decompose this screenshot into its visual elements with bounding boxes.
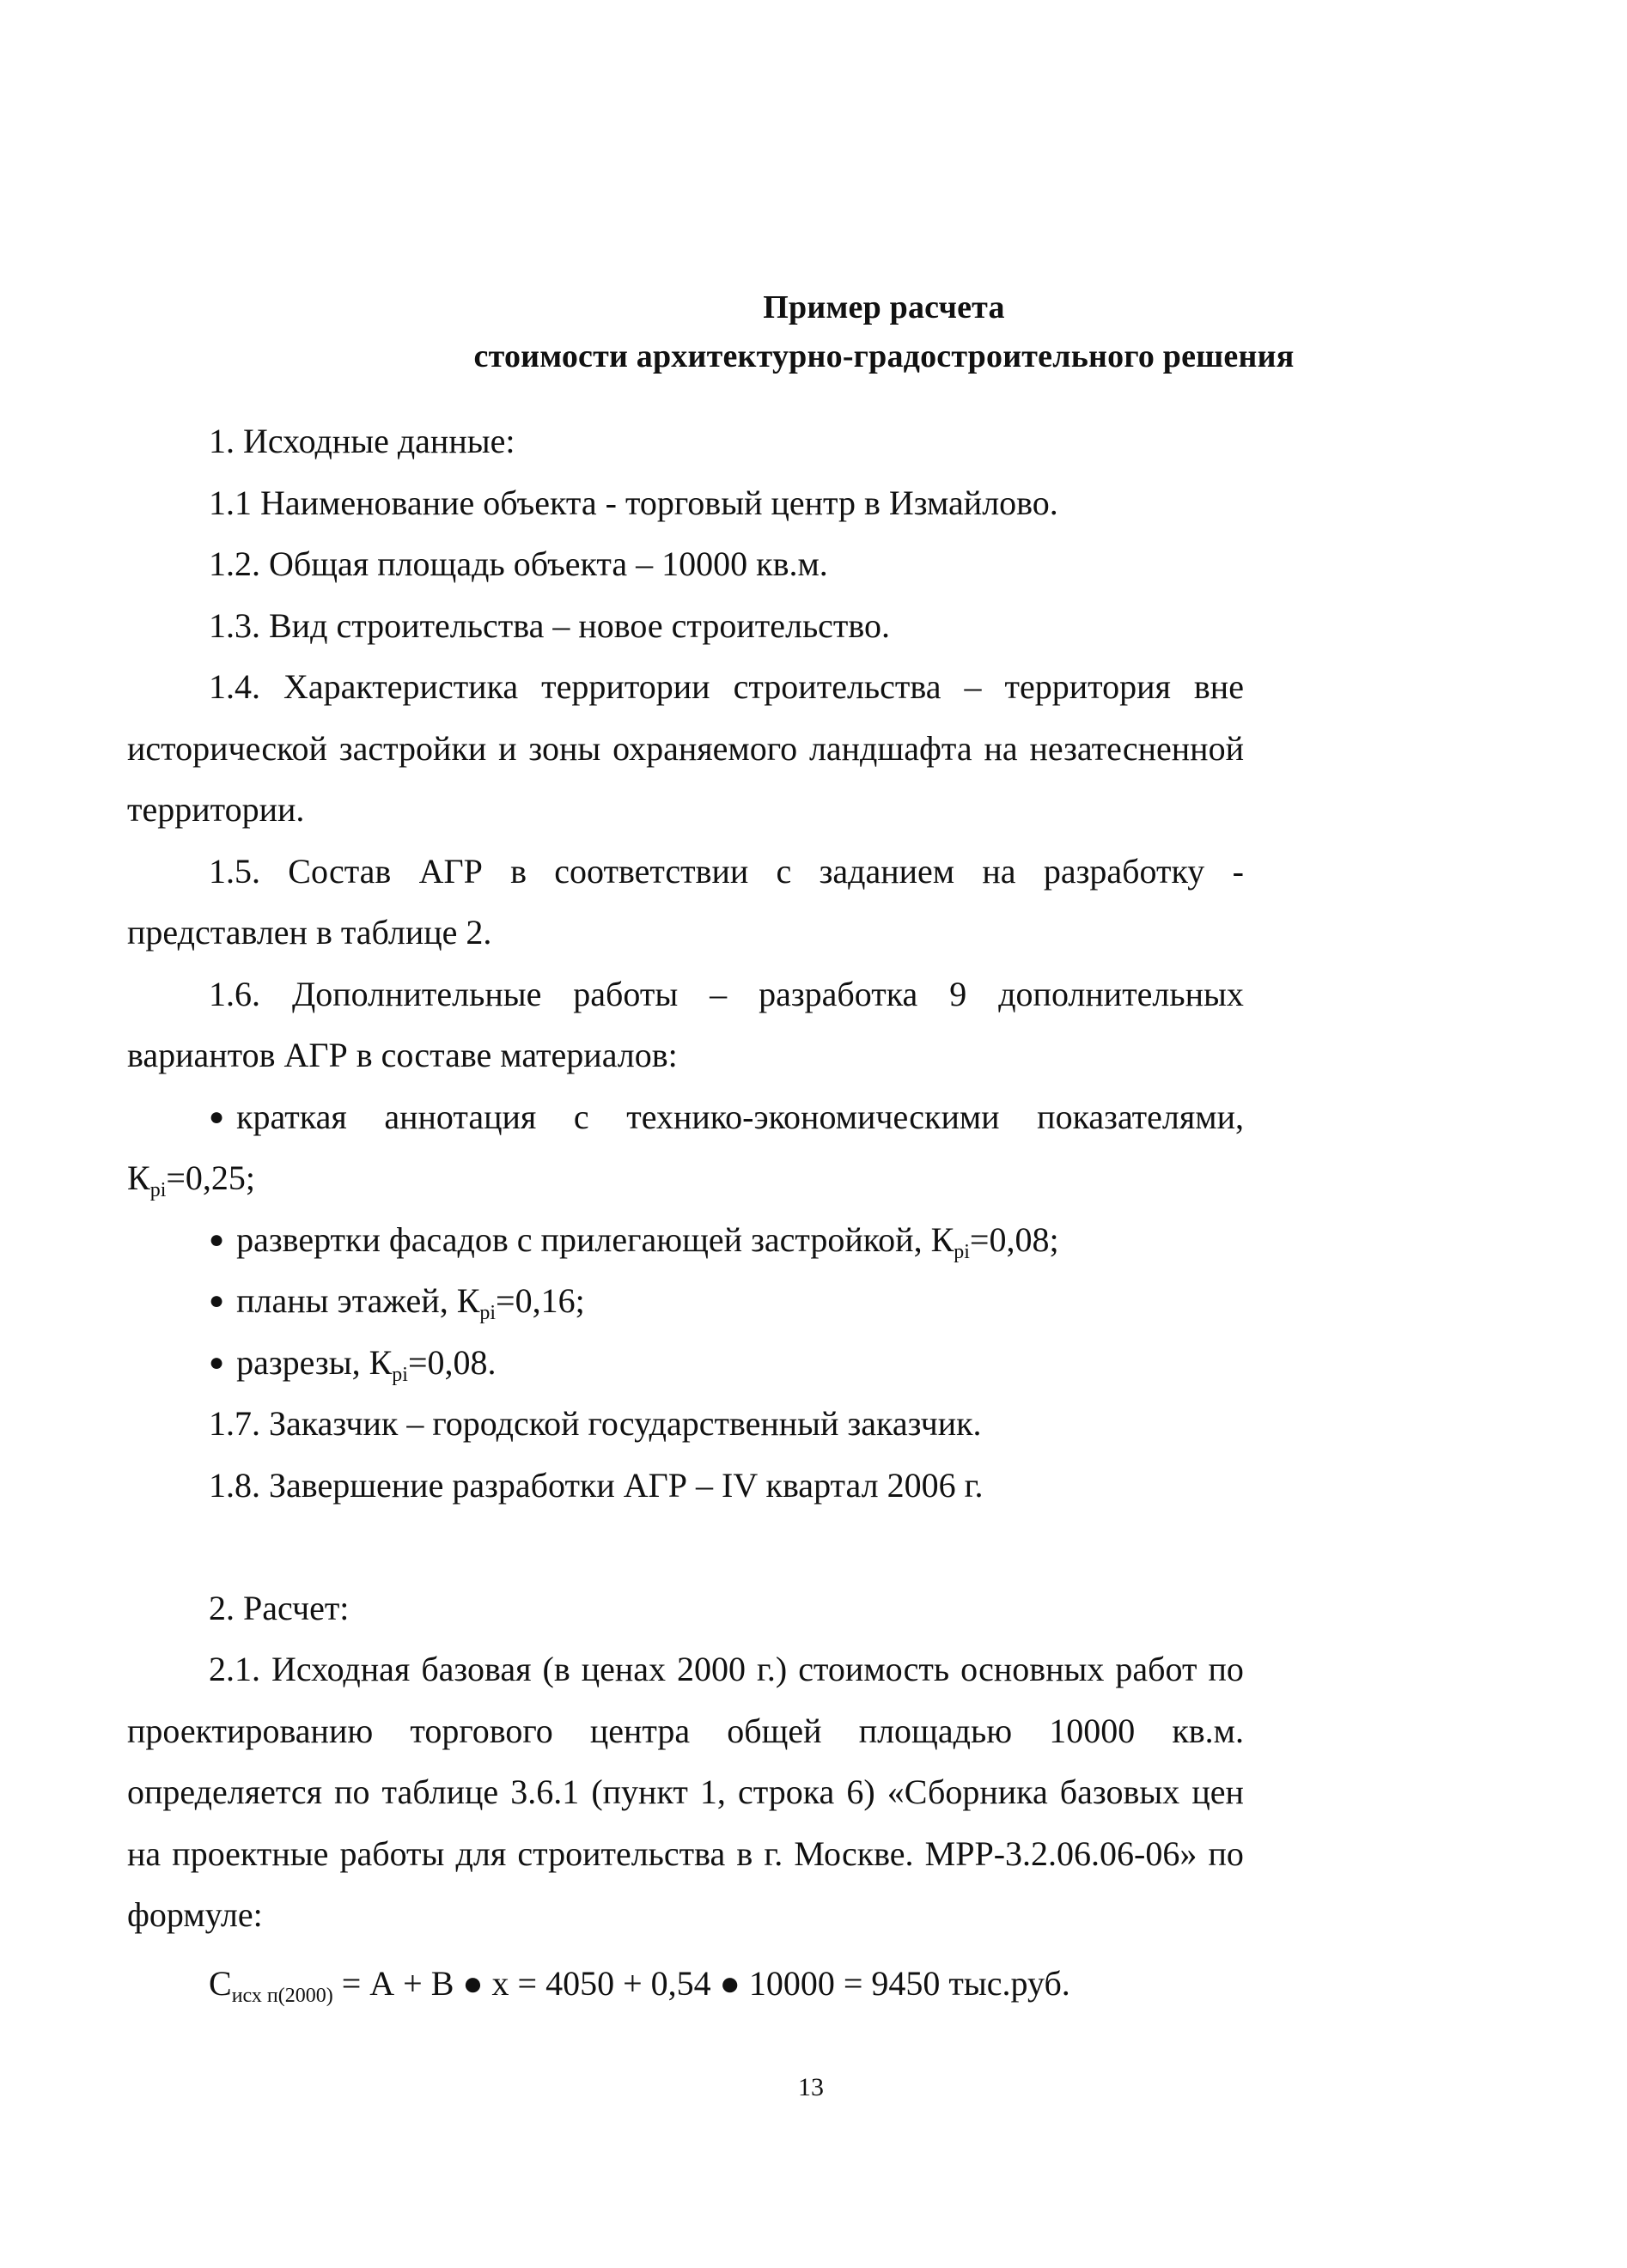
word: территория xyxy=(1004,667,1171,706)
item-1-2: 1.2. Общая площадь объекта – 10000 кв.м. xyxy=(209,544,828,583)
word: основных xyxy=(960,1650,1105,1688)
word: исторической xyxy=(127,729,327,768)
bullet-icon: ● xyxy=(209,1225,225,1254)
bullet-item-floor-plans xyxy=(209,1280,585,1322)
item-1-7: 1.7. Заказчик – городской государственный заказчик. xyxy=(209,1404,982,1443)
section-1-heading: 1. Исходные данные: xyxy=(209,422,515,460)
word: на xyxy=(982,852,1016,891)
word: базовая xyxy=(421,1650,532,1688)
coefficient-value: =0,08; xyxy=(969,1220,1059,1259)
word: Москве. xyxy=(794,1834,914,1873)
word: «Сборника xyxy=(887,1772,1048,1811)
item-1-1: 1.1 Наименование объекта - торговый центр в Измайлово. xyxy=(209,483,1058,522)
formula-expression: = А + В ● х = 4050 + 0,54 ● 10000 = 9450 тыс.руб. xyxy=(332,1964,1070,2003)
bullet-word: краткая xyxy=(236,1098,347,1136)
word: и xyxy=(498,729,517,768)
word: центра xyxy=(589,1712,691,1750)
word: строительства xyxy=(733,667,941,706)
word: 9 xyxy=(949,975,967,1013)
word: разработку xyxy=(1043,852,1205,891)
bullet-text: развертки фасадов с прилегающей застройкой, К xyxy=(236,1220,954,1259)
item-1-6-line-2: вариантов АГР в составе материалов: xyxy=(127,1036,678,1074)
word: по xyxy=(334,1772,370,1811)
word: на xyxy=(984,729,1018,768)
word: ландшафта xyxy=(808,729,972,768)
item-1-8: 1.8. Завершение разработки АГР – IV квартал 2006 г. xyxy=(209,1466,984,1505)
word: Характеристика xyxy=(283,667,519,706)
word: дополнительных xyxy=(998,975,1244,1013)
bullet-item-annotation xyxy=(209,1097,1244,1138)
item-2-1-line-5: формуле: xyxy=(127,1895,263,1934)
item-1-5-line-2: представлен в таблице 2. xyxy=(127,913,492,952)
word: - xyxy=(1232,852,1244,891)
word: г.) xyxy=(757,1650,788,1688)
word: проектные xyxy=(172,1834,329,1873)
word: АГР xyxy=(418,852,483,891)
word: работы xyxy=(573,975,679,1013)
word: по xyxy=(1208,1650,1244,1688)
word: застройки xyxy=(338,729,487,768)
bullet-annotation-coefficient xyxy=(127,1158,255,1199)
coefficient-symbol: К xyxy=(127,1158,150,1197)
item-2-1-line-1 xyxy=(209,1649,1244,1690)
word: охраняемого xyxy=(612,729,798,768)
word: 1, xyxy=(699,1772,726,1811)
word: цен xyxy=(1191,1772,1244,1811)
word: работ xyxy=(1115,1650,1197,1688)
word: Состав xyxy=(288,852,392,891)
word: 2.1. xyxy=(209,1650,260,1688)
bullet-word: показателями, xyxy=(1037,1098,1244,1136)
word: работы xyxy=(339,1834,445,1873)
word: с xyxy=(776,852,792,891)
page-number: 13 xyxy=(798,2073,824,2101)
word: в xyxy=(510,852,527,891)
item-1-6-line-1 xyxy=(209,974,1244,1015)
bullet-word: аннотация xyxy=(384,1098,537,1136)
item-1-4-line-1 xyxy=(209,666,1244,708)
coefficient-subscript: pi xyxy=(392,1364,408,1386)
word: базовых xyxy=(1059,1772,1180,1811)
word: строка xyxy=(738,1772,835,1811)
document-title-line-2: стоимости архитектурно-градостроительного решения xyxy=(473,338,1295,374)
word: ценах xyxy=(581,1650,667,1688)
word: для xyxy=(455,1834,507,1873)
item-1-3: 1.3. Вид строительства – новое строительство. xyxy=(209,606,891,645)
word: кв.м. xyxy=(1172,1712,1244,1750)
word: – xyxy=(964,667,982,706)
word: 10000 xyxy=(1049,1712,1136,1750)
word: – xyxy=(710,975,728,1013)
word: территории xyxy=(541,667,710,706)
coefficient-subscript: pi xyxy=(149,1179,167,1201)
word: 1.5. xyxy=(209,852,260,891)
item-2-1-line-2 xyxy=(127,1711,1244,1752)
coefficient-subscript: pi xyxy=(479,1302,497,1324)
word: соответствии xyxy=(554,852,749,891)
section-2-heading: 2. Расчет: xyxy=(209,1589,350,1627)
word: г. xyxy=(764,1834,783,1873)
word: 2000 xyxy=(677,1650,746,1688)
bullet-item-sections xyxy=(209,1342,497,1386)
formula-subscript: исх п(2000) xyxy=(231,1985,333,2007)
bullet-icon: ● xyxy=(209,1348,225,1377)
bullet-text: планы этажей, К xyxy=(236,1281,480,1320)
bullet-text: разрезы, К xyxy=(236,1343,393,1382)
bullet-icon: ● xyxy=(209,1103,225,1131)
word: (в xyxy=(542,1650,570,1688)
cost-formula xyxy=(209,1963,1070,2007)
word: зоны xyxy=(528,729,601,768)
formula-symbol: С xyxy=(209,1964,232,2003)
item-2-1-line-4 xyxy=(127,1833,1244,1875)
word: определяется xyxy=(127,1772,322,1811)
word: в xyxy=(736,1834,753,1873)
word: площадью xyxy=(858,1712,1013,1750)
coefficient-value: =0,16; xyxy=(496,1281,585,1320)
item-1-4-line-3: территории. xyxy=(127,790,305,829)
bullet-word: технико-экономическими xyxy=(626,1098,1000,1136)
word: общей xyxy=(727,1712,822,1750)
coefficient-subscript: pi xyxy=(954,1241,970,1263)
word: по xyxy=(1208,1834,1244,1873)
word: 1.6. xyxy=(209,975,260,1013)
bullet-icon: ● xyxy=(209,1286,225,1315)
word: Исходная xyxy=(271,1650,411,1688)
item-2-1-line-3 xyxy=(127,1772,1244,1813)
word: разработка xyxy=(759,975,918,1013)
coefficient-value: =0,25; xyxy=(166,1158,256,1197)
word: на xyxy=(127,1834,161,1873)
word: строительства xyxy=(517,1834,726,1873)
word: вне xyxy=(1193,667,1244,706)
word: незатесненной xyxy=(1029,729,1244,768)
word: (пункт xyxy=(591,1772,688,1811)
word: МРР-3.2.06.06-06» xyxy=(924,1834,1197,1873)
word: таблице xyxy=(381,1772,499,1811)
coefficient-value: =0,08. xyxy=(407,1343,497,1382)
word: 6) xyxy=(846,1772,875,1811)
word: заданием xyxy=(819,852,955,891)
word: торгового xyxy=(410,1712,553,1750)
word: 1.4. xyxy=(209,667,260,706)
bullet-word: с xyxy=(573,1098,589,1136)
word: Дополнительные xyxy=(291,975,542,1013)
item-1-5-line-1 xyxy=(209,851,1244,892)
item-1-4-line-2 xyxy=(127,728,1244,769)
word: проектированию xyxy=(127,1712,374,1750)
word: стоимость xyxy=(798,1650,950,1688)
document-title-line-1: Пример расчета xyxy=(763,289,1005,325)
word: 3.6.1 xyxy=(510,1772,580,1811)
bullet-item-facades xyxy=(209,1219,1059,1261)
